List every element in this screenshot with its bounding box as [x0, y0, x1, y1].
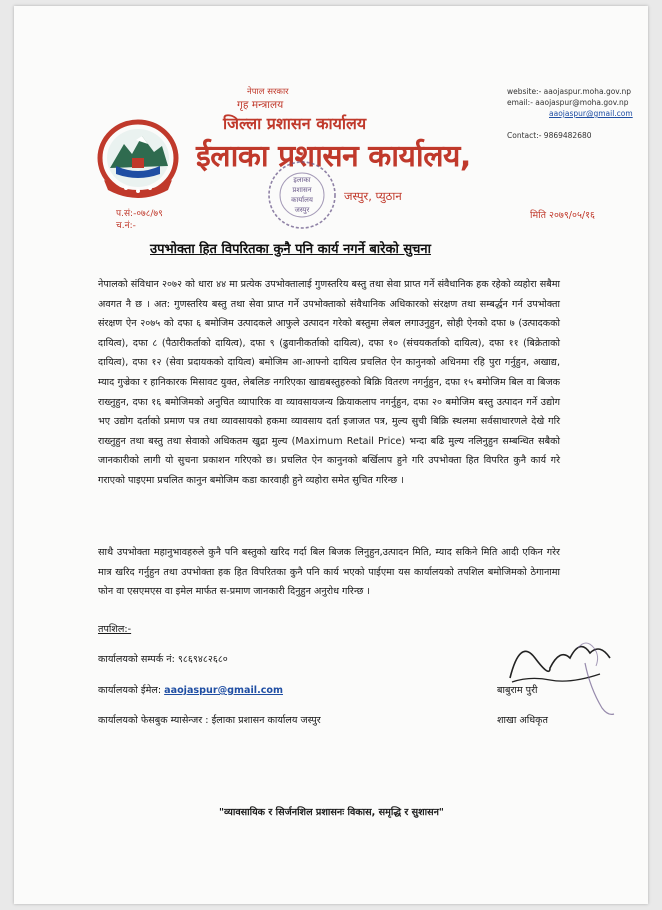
signatory-title: शाखा अधिकृत [497, 715, 548, 726]
seal-text-line: जस्पुर [294, 206, 310, 214]
detail-phone [98, 652, 228, 665]
messenger-value: ईलाका प्रशासन कार्यालय जस्पुर [211, 715, 321, 726]
nepal-emblem-icon [96, 118, 180, 198]
details-heading: तपशिल:- [98, 624, 132, 635]
contact-block [507, 86, 633, 119]
body-paragraph-2: साथै उपभोक्ता महानुभावहरुले कुनै पनि बस्तुको खरिद गर्दा बिल बिजक लिनुहुन,उत्पादन मिति, म्याद सकिने मिति आदी एकिन गरेर मात्र खरिद गर्नुहुन तथा उपभोक्ता हक हित विपरितका कुनै पनि कार्य भएको पाईएमा यस कार्यालयको तपशिल बमोजिमको ठेगानामा फोन वा एसएमएस वा इमेल मार्फत स-प्रमाण जानकारी दिनुहुन अनुरोध गरिन्छ । [98, 547, 560, 598]
seal-text-line: इलाका [293, 176, 311, 184]
government-name: नेपाल सरकार [247, 87, 289, 97]
seal-text-line: कार्यालय [291, 196, 313, 204]
district-office-name: जिल्ला प्रशासन कार्यालय [223, 114, 367, 133]
email-text: email:- aaojaspur@moha.gov.np [507, 98, 629, 107]
contact-phone: Contact:- 9869482680 [507, 131, 592, 140]
website-text: website:- aaojaspur.moha.gov.np [507, 87, 632, 96]
body-paragraph-1: नेपालको संविधान २०७२ को धारा ४४ मा प्रत्येक उपभोक्तालाई गुणस्तरिय बस्तु तथा सेवा प्राप्त गर्ने संवैधानिक हक रहेको व्यहोरा सबैमा अवगत नै छ । अत: गुणस्तरिय बस्तु तथा सेवा प्राप्त गर्ने उपभोक्ताको संवैधानिक अधिकारको संरक्षण तथा सम्बर्द्धन गर्न उपभोक्ता संरक्षण ऐन २०७५ को दफा ६ बमोजिम उत्पादकले आफुले उत्पादन गरेको बस्तुमा लेबल लगाउनुहुन, सोही ऐनको दफा ७ (उत्पादकको दायित्व), दफा ८ (पैठारीकर्ताको दायित्व), दफा ९ (ढुवानीकर्ताको दायित्व), दफा १० (संचयकर्ताको दायित्व), दफा ११ (बिक्रेताको दायित्व), दफा १२ (सेवा प्रदायकको दायित्व) बमोजिम आ-आफ्नो दायित्व प्रचलित ऐन कानुनको अधिनमा रहि पुरा गर्नुहुन, अखाद्य, म्याद गुज्रेका र हानिकारक मिसावट युक्त, लेबलिङ नगरिएका खाद्यबस्तुहरुको बिक्रि वितरण नगर्नुहुन, दफा १५ बमोजिम बिल वा बिजक राख्नुहुन, दफा १६ बमोजिमको अनुचित व्यापारिक वा व्यावसायजन्य क्रियाकलाप नगर्नुहुन, दफा २० बमोजिम बस्तु उत्पादन गर्ने उद्योग भए उद्योग दर्ताको प्रमाण पत्र तथा व्यावसायको हकमा व्यावसाय दर्ता इजाजत पत्र, मुल्य सुची बिक्रि स्थलमा सर्वसाधारणले देखे गरि राख्नुहुन तथा बस्तु तथा सेवाको अधिकतम खुद्रा मुल्य (Maximum Retail Price) भन्दा बढि मुल्य नलिनुहुन सम्बन्धित सबैको जानकारीको लागी यो सुचना प्रकाशन गरिएको छ। प्रचलित ऐन कानुनको बर्खिलाप हुने गरि उपभोक्ता हित विपरित कुनै कार्य गरे गराएको पाइएमा प्रचलित कानुन बमोजिम कडा कारवाही हुने व्यहोरा समेत सुचित गरिन्छ । [98, 279, 560, 486]
phone-value: ९८६९४८२६८० [177, 654, 228, 665]
detail-messenger [98, 713, 321, 726]
letter-date: मिति २०७९/०५/१६ [530, 210, 595, 221]
reference-block [116, 208, 163, 232]
email-alt-link[interactable]: aaojaspur@gmail.com [549, 109, 633, 118]
office-motto: "व्यावसायिक र सिर्जनशिल प्रशासनः विकास, समृद्धि र सुशासन" [219, 807, 444, 818]
messenger-label: कार्यालयको फेसबुक म्यासेन्जर : [98, 715, 209, 726]
office-location: जस्पुर, प्युठान [344, 189, 402, 203]
reference-number: प.सं:-०७८/७९ [116, 209, 163, 219]
dispatch-number: च.नं:- [116, 221, 136, 231]
detail-email [98, 683, 283, 696]
phone-label: कार्यालयको सम्पर्क नं: [98, 654, 175, 665]
ministry-name: गृह मन्त्रालय [237, 99, 284, 111]
area-office-title: ईलाका प्रशासन कार्यालय, [196, 139, 471, 174]
seal-text-line: प्रशासन [292, 186, 312, 194]
signatory-name: बाबुराम पुरी [497, 685, 538, 696]
email-label: कार्यालयको ईमेल: [98, 685, 162, 696]
handwritten-signature [490, 618, 620, 728]
notice-subject: उपभोक्ता हित विपरितका कुनै पनि कार्य नगर्ने बारेको सुचना [150, 242, 431, 257]
office-seal-stamp [264, 158, 340, 232]
email-link[interactable]: aaojaspur@gmail.com [164, 685, 283, 696]
